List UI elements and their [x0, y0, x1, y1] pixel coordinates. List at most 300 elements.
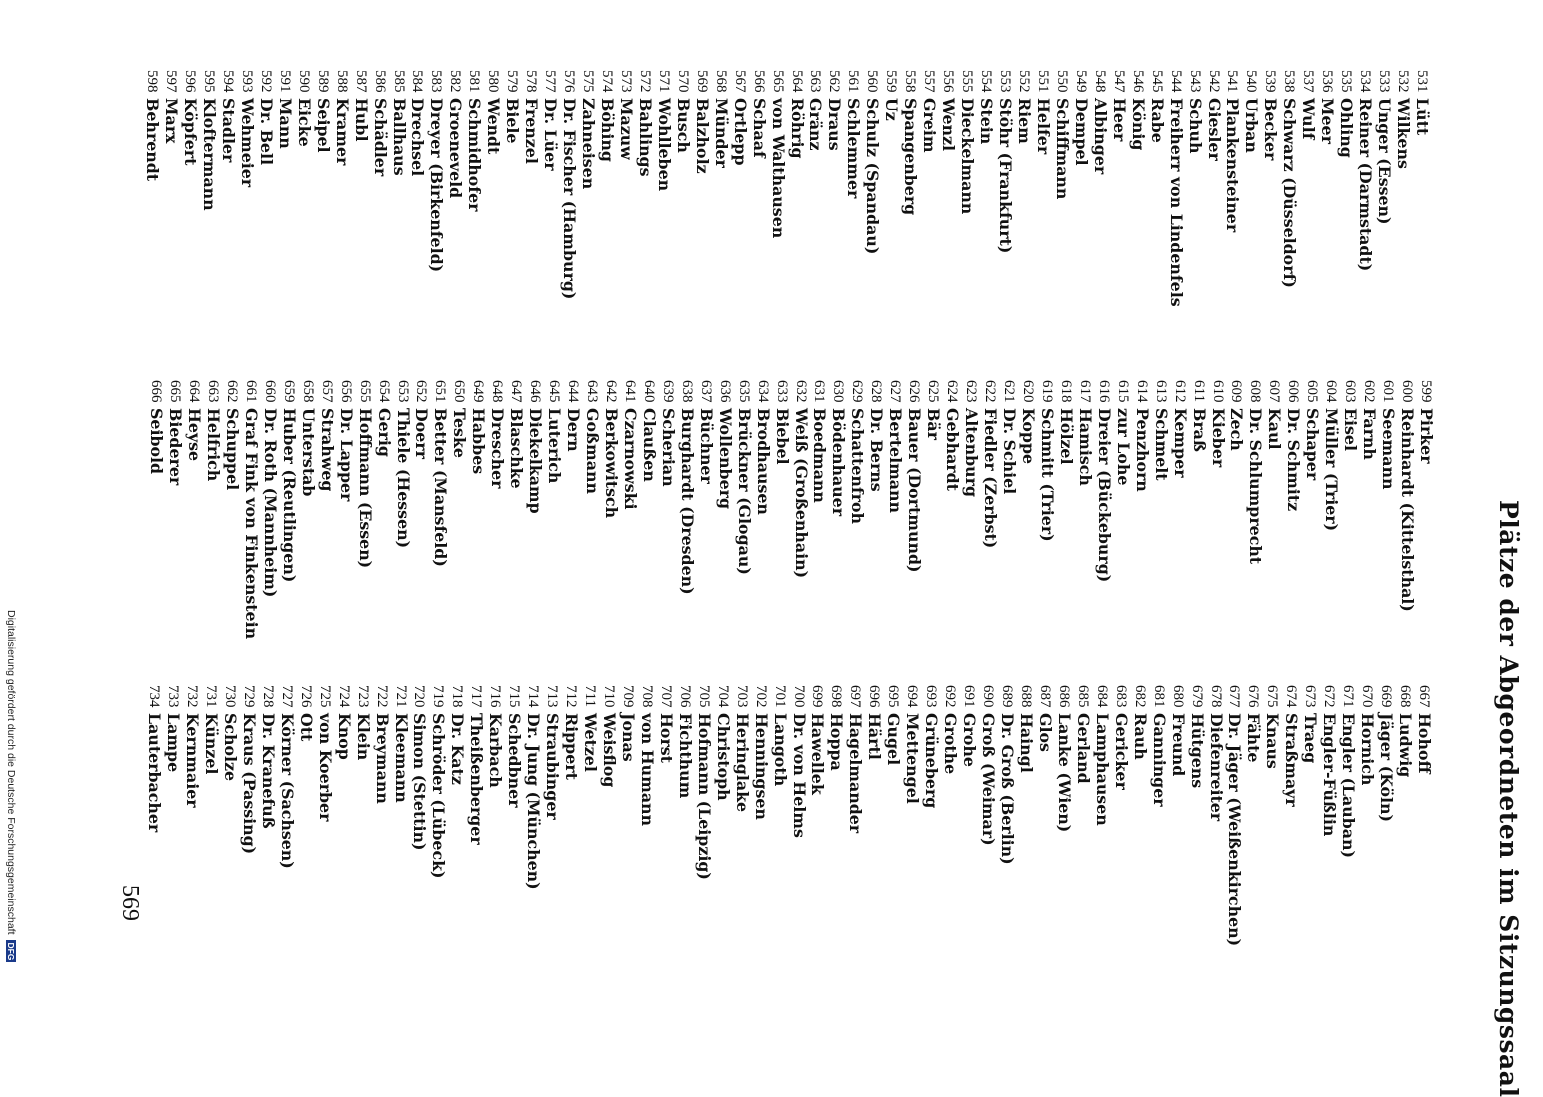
- seat-entry: [677, 380, 696, 639]
- seat-number: 687: [1036, 685, 1053, 708]
- member-name: Simon (Stettin): [410, 713, 430, 851]
- seat-number: 539: [1262, 70, 1279, 93]
- member-name: Becker: [1261, 98, 1281, 161]
- seat-number: 615: [1114, 380, 1131, 403]
- seat-number: 710: [601, 685, 618, 708]
- member-name: Lampe: [164, 713, 184, 773]
- member-name: Rippert: [562, 713, 582, 780]
- seat-number: 694: [904, 685, 921, 708]
- member-name: Seibold: [147, 408, 167, 475]
- seat-number: 568: [712, 70, 729, 93]
- member-name: Heer: [1109, 98, 1129, 142]
- seat-entry: [639, 380, 658, 639]
- seat-entry: [1281, 685, 1300, 946]
- seat-number: 663: [205, 380, 221, 403]
- member-name: Engler (Lauban): [1339, 713, 1359, 858]
- seat-entry: [864, 685, 883, 946]
- member-name: Braß: [1189, 408, 1209, 452]
- seat-number: 601: [1380, 380, 1397, 403]
- seat-number: 614: [1133, 380, 1150, 403]
- seat-number: 700: [790, 685, 807, 708]
- seat-entry: [961, 380, 980, 639]
- seat-number: 699: [809, 685, 826, 708]
- member-name: Ballhaus: [389, 98, 409, 176]
- seat-number: 656: [337, 380, 354, 403]
- member-name: Glos: [1035, 713, 1055, 752]
- seat-number: 661: [242, 380, 259, 403]
- member-name: Christoph: [713, 713, 733, 801]
- seat-number: 659: [280, 380, 297, 403]
- seat-entry: [601, 380, 620, 639]
- member-name: Luterich: [545, 408, 565, 484]
- seat-column-1: [142, 70, 1431, 307]
- seat-number: 711: [582, 685, 599, 707]
- seat-entry: [637, 685, 656, 946]
- seat-entry: [332, 70, 351, 307]
- seat-number: 690: [980, 685, 997, 708]
- member-name: Schröder (Lübeck): [429, 713, 449, 879]
- seat-number: 650: [451, 380, 468, 403]
- seat-entry: [559, 70, 578, 307]
- seat-number: 648: [489, 380, 506, 403]
- member-name: Dr. Schlumprecht: [1246, 408, 1266, 565]
- member-name: Schlemmer: [844, 98, 864, 199]
- seat-entry: [239, 685, 258, 946]
- member-name: Kieber: [1208, 408, 1228, 468]
- seat-entry: [654, 70, 673, 307]
- member-name: Mazuw: [616, 98, 636, 160]
- member-name: Henningsen: [751, 713, 771, 820]
- member-name: Kraus (Passing): [239, 713, 259, 855]
- seat-entry: [959, 685, 978, 946]
- member-name: Biederer: [166, 408, 186, 486]
- member-name: Wetzel: [581, 713, 601, 772]
- seat-entry: [466, 685, 485, 946]
- member-name: Gerland: [1073, 713, 1093, 784]
- seat-entry: [768, 70, 787, 307]
- seat-number: 578: [523, 70, 540, 93]
- seat-entry: [692, 70, 711, 307]
- seat-entry: [1149, 685, 1168, 946]
- member-name: Hagelmander: [846, 713, 866, 834]
- member-name: Strahweg: [317, 408, 337, 492]
- seat-entry: [161, 70, 180, 307]
- seat-entry: [696, 380, 715, 639]
- seat-entry: [256, 70, 275, 307]
- seat-number: 593: [238, 70, 255, 93]
- seat-entry: [673, 70, 692, 307]
- member-name: Röhrig: [787, 98, 807, 159]
- seat-number: 733: [165, 685, 182, 708]
- member-name: Spangenberg: [901, 98, 921, 216]
- seat-number: 570: [674, 70, 691, 93]
- member-name: Ott: [296, 713, 316, 742]
- seat-entry: [1395, 685, 1414, 946]
- seat-entry: [1054, 685, 1073, 946]
- seat-number: 545: [1148, 70, 1165, 93]
- member-name: Czarnowski: [620, 408, 640, 510]
- seat-entry: [1298, 70, 1317, 307]
- member-name: Doerr: [412, 408, 432, 459]
- seat-entry: [389, 70, 408, 307]
- seat-entry: [241, 380, 260, 639]
- seat-number: 638: [678, 380, 695, 403]
- seat-number: 552: [1015, 70, 1032, 93]
- member-name: zur Lohe: [1113, 408, 1133, 486]
- seat-entry: [978, 685, 997, 946]
- seat-number: 718: [449, 685, 466, 708]
- member-name: Hornich: [1358, 713, 1378, 786]
- seat-entry: [144, 685, 163, 946]
- seat-entry: [351, 70, 370, 307]
- seat-entry: [146, 380, 165, 639]
- seat-entry: [827, 685, 846, 946]
- member-name: Dempel: [1071, 98, 1091, 166]
- member-name: Lauterbacher: [145, 713, 165, 833]
- seat-number: 625: [925, 380, 942, 403]
- seat-entry: [313, 70, 332, 307]
- member-name: Dr. Lüer: [541, 98, 561, 171]
- seat-number: 560: [864, 70, 881, 93]
- seat-number: 679: [1188, 685, 1205, 708]
- seat-entry: [1340, 380, 1359, 639]
- seat-number: 632: [792, 380, 809, 403]
- seat-entry: [1397, 380, 1416, 639]
- seat-number: 531: [1414, 70, 1430, 93]
- seat-number: 637: [697, 380, 714, 403]
- seat-entry: [1223, 70, 1242, 307]
- seat-entry: [504, 685, 523, 946]
- member-name: Claußen: [639, 408, 659, 482]
- seat-entry: [1279, 70, 1298, 307]
- seat-entry: [222, 380, 241, 639]
- seat-entry: [447, 685, 466, 946]
- seat-number: 662: [223, 380, 240, 403]
- seat-number: 619: [1038, 380, 1055, 403]
- seat-number: 685: [1074, 685, 1091, 708]
- member-name: Dr. Fischer (Hamburg): [560, 98, 580, 300]
- seat-number: 655: [356, 380, 373, 403]
- seat-number: 681: [1150, 685, 1167, 708]
- member-name: Büchner: [696, 408, 716, 484]
- member-name: Haingl: [1016, 713, 1036, 773]
- member-name: Bär: [924, 408, 944, 440]
- seat-entry: [408, 70, 427, 307]
- member-name: Riem: [1014, 98, 1034, 144]
- member-name: Albinger: [1090, 98, 1110, 175]
- seat-number: 608: [1247, 380, 1264, 403]
- seat-entry: [810, 380, 829, 639]
- member-name: Engler-Füßlin: [1320, 713, 1340, 837]
- seat-entry: [1130, 685, 1149, 946]
- seat-entry: [635, 70, 654, 307]
- member-name: Groß (Weimar): [979, 713, 999, 846]
- seat-number: 543: [1186, 70, 1203, 93]
- seat-entry: [563, 380, 582, 639]
- seat-entry: [485, 685, 504, 946]
- member-name: Dr. Groß (Berlin): [998, 713, 1018, 865]
- seat-number: 556: [940, 70, 957, 93]
- seat-entry: [578, 70, 597, 307]
- seat-entry: [1338, 685, 1357, 946]
- member-name: Ludwig: [1396, 713, 1416, 778]
- seat-entry: [220, 685, 239, 946]
- seat-number: 729: [240, 685, 257, 708]
- member-name: Kaul: [1265, 408, 1285, 450]
- footer-text: Digitalisierung gefördert durch die Deutsche Forschungsgemeinschaft: [5, 610, 17, 935]
- seat-number: 572: [636, 70, 653, 93]
- member-name: Knaus: [1263, 713, 1283, 769]
- seat-number: 660: [261, 380, 278, 403]
- member-name: Biele: [503, 98, 523, 144]
- seat-entry: [921, 685, 940, 946]
- seat-entry: [1033, 70, 1052, 307]
- member-name: Dr. Jung (München): [524, 713, 544, 890]
- member-name: Reinhardt (Kittelsthal): [1398, 408, 1418, 612]
- seat-entry: [1264, 380, 1283, 639]
- seat-entry: [885, 380, 904, 639]
- seat-number: 550: [1053, 70, 1070, 93]
- seat-number: 666: [148, 380, 165, 403]
- seat-entry: [862, 70, 881, 307]
- seat-entry: [618, 685, 637, 946]
- page-title: Plätze der Abgeordneten im Sitzungssaal: [1494, 500, 1523, 1097]
- member-name: Weiß (Großenhain): [791, 408, 811, 579]
- seat-entry: [163, 685, 182, 946]
- seat-entry: [1416, 380, 1435, 639]
- member-name: Dr. Bell: [256, 98, 276, 165]
- seat-number: 573: [617, 70, 634, 93]
- seat-entry: [1317, 70, 1336, 307]
- seat-number: 695: [885, 685, 902, 708]
- member-name: Kleemann: [391, 713, 411, 803]
- seat-number: 597: [163, 70, 180, 93]
- seat-entry: [675, 685, 694, 946]
- seat-entry: [751, 685, 770, 946]
- member-name: Schulz (Spandau): [863, 98, 883, 255]
- seat-entry: [1355, 70, 1374, 307]
- member-name: Teske: [450, 408, 470, 458]
- seat-entry: [919, 70, 938, 307]
- seat-entry: [1206, 685, 1225, 946]
- seat-entry: [1090, 70, 1109, 307]
- member-name: Künzel: [202, 713, 221, 775]
- seat-entry: [201, 685, 220, 946]
- seat-entry: [866, 380, 885, 639]
- seat-entry: [1227, 380, 1246, 639]
- seat-number: 684: [1093, 685, 1110, 708]
- seat-entry: [900, 70, 919, 307]
- seat-entry: [1132, 380, 1151, 639]
- seat-entry: [1204, 70, 1223, 307]
- seat-entry: [713, 685, 732, 946]
- seat-number: 640: [640, 380, 657, 403]
- member-name: Better (Mansfeld): [431, 408, 451, 567]
- seat-number: 591: [276, 70, 293, 93]
- seat-entry: [1052, 70, 1071, 307]
- seat-number: 583: [428, 70, 445, 93]
- seat-number: 566: [750, 70, 767, 93]
- member-name: Kramer: [332, 98, 352, 166]
- member-name: Graf Fink von Finkenstein: [241, 408, 261, 640]
- member-name: Fichthum: [675, 713, 695, 799]
- seat-number: 592: [257, 70, 274, 93]
- seat-number: 622: [982, 380, 999, 403]
- seat-entry: [599, 685, 618, 946]
- seat-number: 548: [1091, 70, 1108, 93]
- seat-number: 730: [221, 685, 238, 708]
- seat-entry: [180, 70, 199, 307]
- seat-number: 600: [1399, 380, 1416, 403]
- seat-number: 627: [887, 380, 904, 403]
- member-name: Heringlake: [732, 713, 752, 813]
- seat-entry: [277, 685, 296, 946]
- member-name: Gebhardt: [943, 408, 963, 491]
- seat-number: 717: [468, 685, 485, 708]
- member-name: Grohe: [960, 713, 980, 767]
- seat-entry: [412, 380, 431, 639]
- seat-entry: [1300, 685, 1319, 946]
- seat-entry: [1208, 380, 1227, 639]
- member-name: Wehmeier: [237, 98, 257, 188]
- member-name: Karbach: [486, 713, 506, 788]
- seat-number: 722: [373, 685, 390, 708]
- seat-entry: [1109, 70, 1128, 307]
- seat-number: 675: [1264, 685, 1281, 708]
- seat-entry: [694, 685, 713, 946]
- member-name: Eisel: [1341, 408, 1361, 451]
- seat-number: 645: [546, 380, 563, 403]
- seat-entry: [1035, 685, 1054, 946]
- seat-number: 709: [619, 685, 636, 708]
- member-name: Schiffmann: [1052, 98, 1072, 200]
- member-name: Müller (Trier): [1322, 408, 1342, 532]
- seat-number: 551: [1034, 70, 1051, 93]
- seat-number: 589: [314, 70, 331, 93]
- member-name: Balzholz: [692, 98, 712, 174]
- seat-entry: [1094, 380, 1113, 639]
- seat-number: 536: [1319, 70, 1336, 93]
- member-name: Schattenfroh: [848, 408, 868, 525]
- seat-number: 604: [1323, 380, 1340, 403]
- seat-entry: [317, 380, 336, 639]
- seat-number: 671: [1340, 685, 1357, 708]
- seat-entry: [1075, 380, 1094, 639]
- seat-entry: [142, 70, 161, 307]
- member-name: Dieckelmann: [958, 98, 978, 215]
- seat-entry: [1393, 70, 1412, 307]
- seat-number: 654: [375, 380, 392, 403]
- member-name: Wenzl: [939, 98, 959, 151]
- member-name: Unterstab: [298, 408, 318, 497]
- seat-entry: [1262, 685, 1281, 946]
- seat-entry: [580, 685, 599, 946]
- member-name: Seipel: [313, 98, 333, 153]
- seat-number: 676: [1245, 685, 1262, 708]
- seat-entry: [410, 685, 429, 946]
- seat-entry: [656, 685, 675, 946]
- member-name: Köpfert: [181, 98, 201, 166]
- seat-number: 726: [297, 685, 314, 708]
- seat-number: 635: [735, 380, 752, 403]
- seat-number: 584: [409, 70, 426, 93]
- member-name: Hofmann (Leipzig): [694, 713, 714, 880]
- seat-entry: [1071, 70, 1090, 307]
- member-name: Schuh: [1185, 98, 1205, 154]
- seat-entry: [506, 380, 525, 639]
- seat-number: 626: [906, 380, 923, 403]
- member-name: Härtl: [865, 713, 885, 760]
- seat-entry: [1189, 380, 1208, 639]
- seat-entry: [1260, 70, 1279, 307]
- member-name: Hoffmann (Essen): [355, 408, 375, 569]
- seat-number: 689: [999, 685, 1016, 708]
- seat-number: 697: [847, 685, 864, 708]
- member-name: Klein: [353, 713, 373, 761]
- seat-entry: [881, 70, 900, 307]
- seat-number: 544: [1167, 70, 1184, 93]
- seat-number: 732: [184, 685, 201, 708]
- member-name: Mann: [275, 98, 295, 149]
- member-name: Hoppa: [827, 713, 847, 771]
- seat-number: 555: [959, 70, 976, 93]
- seat-entry: [561, 685, 580, 946]
- seat-number: 612: [1171, 380, 1188, 403]
- seat-entry: [426, 70, 445, 307]
- member-name: Pirker: [1417, 408, 1436, 464]
- seat-entry: [449, 380, 468, 639]
- seat-entry: [1376, 685, 1395, 946]
- member-name: Ganninger: [1149, 713, 1169, 807]
- member-name: Theißenberger: [467, 713, 487, 845]
- seat-number: 636: [716, 380, 733, 403]
- seat-number: 624: [944, 380, 961, 403]
- seat-number: 588: [333, 70, 350, 93]
- seat-number: 734: [146, 685, 163, 708]
- seat-number: 706: [676, 685, 693, 708]
- seat-entry: [957, 70, 976, 307]
- seat-number: 602: [1361, 380, 1378, 403]
- seat-number: 595: [201, 70, 217, 93]
- seat-number: 686: [1055, 685, 1072, 708]
- member-name: Berkowitsch: [602, 408, 622, 519]
- member-name: Ohling: [1337, 98, 1357, 158]
- member-name: Ortlepp: [730, 98, 750, 166]
- member-name: Hütgens: [1187, 713, 1207, 789]
- seat-entry: [428, 685, 447, 946]
- member-name: Behrendt: [143, 98, 163, 182]
- member-name: Wohlleben: [654, 98, 674, 192]
- seat-entry: [942, 380, 961, 639]
- seat-number: 553: [997, 70, 1014, 93]
- seat-entry: [847, 380, 866, 639]
- seat-entry: [334, 685, 353, 946]
- seat-number: 641: [621, 380, 638, 403]
- seat-entry: [787, 70, 806, 307]
- seat-number: 582: [447, 70, 464, 93]
- member-name: Farnh: [1360, 408, 1380, 460]
- member-name: Helfrich: [204, 408, 223, 482]
- member-name: Plankensteiner: [1223, 98, 1243, 233]
- seat-number: 669: [1378, 685, 1395, 708]
- seat-entry: [1241, 70, 1260, 307]
- seat-number: 667: [1416, 685, 1432, 708]
- seat-entry: [1014, 70, 1033, 307]
- seat-entry: [995, 70, 1014, 307]
- member-name: Rabe: [1147, 98, 1167, 143]
- seat-entry: [1170, 380, 1189, 639]
- seat-number: 702: [752, 685, 769, 708]
